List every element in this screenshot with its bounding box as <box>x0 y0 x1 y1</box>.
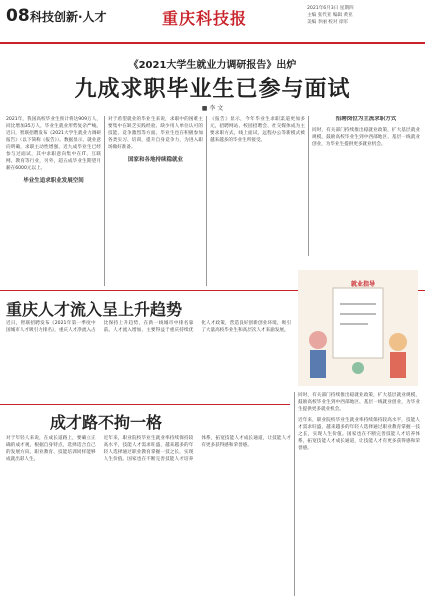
article-paragraph: 《报告》显示，今年毕业生求职渠道更加多元，招聘网站、校园招聘会、社交媒体成为主要求职方式，线上面试、远程办公等新模式被越来越多的毕业生所接受。 <box>210 117 305 143</box>
masthead-meta <box>307 5 417 26</box>
section-title: 科技创新·人才 <box>30 10 107 24</box>
article2-headline: 重庆人才流入呈上升趋势 <box>6 300 183 319</box>
article-paragraph: 同时，有关部门持续推出稳就业政策，扩大基层就业规模，鼓励高校毕业生到中西部地区、基层一线就业创业，为毕业生提供更多就业机会。 <box>298 393 420 412</box>
section-divider <box>0 404 290 405</box>
subheading: 招聘岗位为主流求职方式 <box>335 116 397 122</box>
article3-headline: 成才路不拘一格 <box>50 413 163 432</box>
page-headline: 九成求职毕业生已参与面试 <box>74 77 351 102</box>
article1-column-4 <box>312 116 420 256</box>
subheading: 毕业生追求职业发展空间 <box>23 178 84 184</box>
right-column <box>298 392 420 596</box>
newspaper-logo: 重庆科技报 <box>162 9 248 28</box>
subheading: 国家和各地持续稳就业 <box>127 157 183 163</box>
article1-column-3 <box>210 116 305 286</box>
column-divider <box>104 116 105 286</box>
editor-credit: 主编 张代亚 编辑 黄亚 <box>307 13 353 18</box>
issue-date: 2021年6月3日 星期四 <box>307 6 354 11</box>
article1-column-2 <box>108 116 203 286</box>
column-divider <box>294 392 295 596</box>
byline: ■ 李 文 <box>201 105 224 112</box>
page-number: 08 <box>6 6 30 26</box>
designer-credit: 美编 李丽 校对 徐军 <box>307 20 349 25</box>
article-paragraph: 近日，智联招聘发布《2021年第一季度中国城市人才吸引力排名》，重庆人才净流入占比保持上升趋势，在新一线城市中排名靠前。人才流入增加，主要得益于重庆持续优化人才政策，营造良好创新创业环境，吸引了大量高校毕业生和高层次人才来渝发展。 <box>6 321 291 333</box>
column-divider <box>308 116 309 256</box>
article-kicker: 《2021大学生就业力调研报告》出炉 <box>128 60 297 71</box>
article-paragraph: 近年来，职业院校毕业生就业率持续保持较高水平，技能人才需求旺盛，越来越多的年轻人选择通过职业教育掌握一技之长，实现人生价值。国家也在不断完善技能人才培养体系，拓宽技能人才成长通道，让技能人才有更多获得感和荣誉感。 <box>298 418 420 451</box>
article1-column-1 <box>6 116 101 286</box>
article3-body <box>6 435 291 595</box>
column-divider <box>206 116 207 286</box>
masthead <box>0 0 425 44</box>
article-paragraph: 近年来，职业院校毕业生就业率持续保持较高水平，技能人才需求旺盛，越来越多的年轻人选择通过职业教育掌握一技之长，实现人生价值。国家也在不断完善技能人才培养体系，拓宽技能人才成长通道，让技能人才有更多获得感和荣誉感。 <box>103 436 291 462</box>
article-paragraph: 对于年轻人来说，在成长道路上，要确立正确的成才观，根据自身特点，选择适合自己的发展方向。职业教育、技能培训同样能够成就出彩人生。 <box>6 436 96 462</box>
illustration-label: 就业指导 <box>350 281 375 288</box>
article-paragraph: 同时，有关部门持续推出稳就业政策，扩大基层就业规模，鼓励高校毕业生到中西部地区、基层一线就业创业，为毕业生提供更多就业机会。 <box>312 128 420 147</box>
article-paragraph: 2021年，我国高校毕业生预计将达909万人，同比增加35万人，毕业生就业形势复杂严峻。近日，智联招聘发布《2021大学生就业力调研报告》（以下简称《报告》）。数据显示，就业意向明确，求职主动性增强，近九成毕业生已经参与过面试，其中求职意向集中在IT、互联网、教育等行业，另外，超五成毕业生期望月薪在6000元以上。 <box>6 117 101 171</box>
article2-body <box>6 320 291 400</box>
article-paragraph: 对于希望就业的毕业生来说，求职中的困难主要集中在缺乏实践经验、缺少用人单位认可的技能、竞争激烈等方面。毕业生也在积极参加各类实习、培训，提升自身竞争力，为进入职场做好准备。 <box>108 117 203 150</box>
